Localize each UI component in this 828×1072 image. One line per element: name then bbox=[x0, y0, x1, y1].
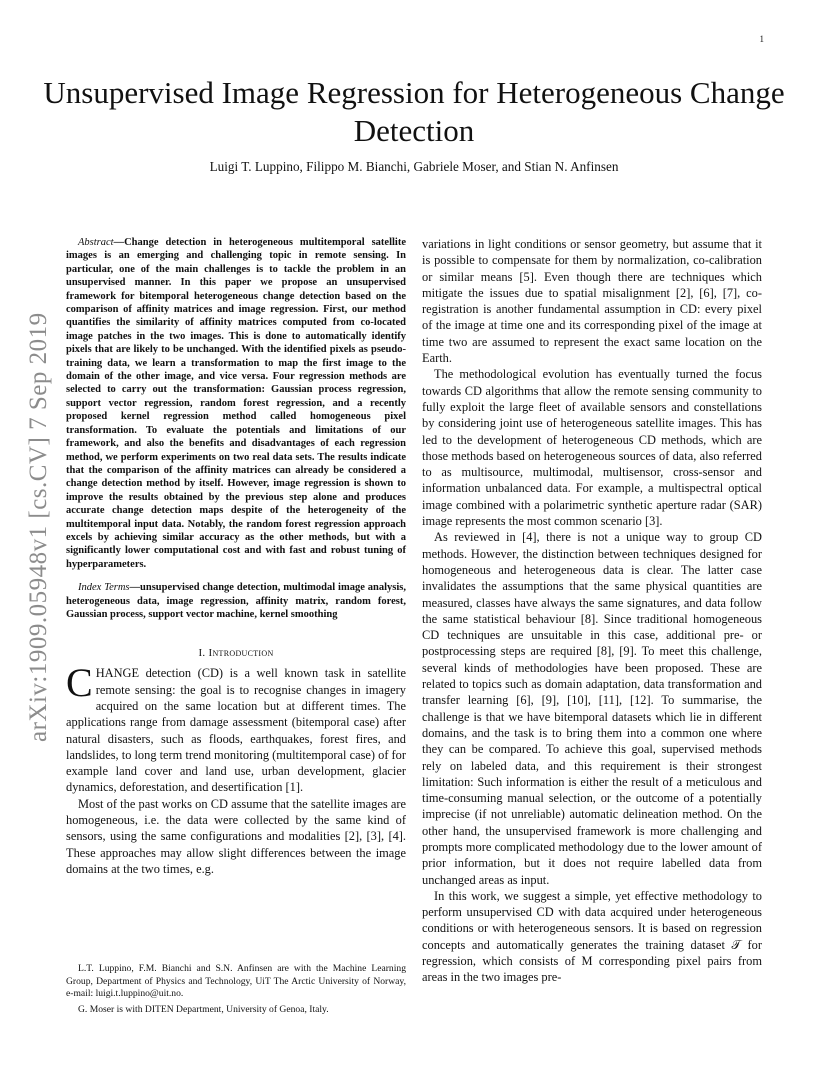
index-terms bbox=[66, 581, 406, 621]
index-terms-lead: Index Terms bbox=[78, 582, 130, 594]
footnotes bbox=[66, 963, 406, 1016]
intro-paragraph-2: Most of the past works on CD assume that the satellite images are homogeneous, i.e. the data were collected by the same kind of sensors, using the same configurations and modalities [2], [3], [4]. These approaches may allow slight differences between the image domains at the two times, e.g. bbox=[66, 796, 406, 876]
abstract-lead: Abstract bbox=[78, 237, 114, 248]
abstract-text: —Change detection in heterogeneous multitemporal satellite images is an emerging and challenging topic in remote sensing. In particular, one of the main challenges is to tackle the problem in an unsupervised manner. In this paper we propose an unsupervised framework for bitemporal heterogeneous change detection based on the comparison of affinity matrices and image regression. First, our method quantifies the similarity of affinity matrices computed from co-located image patches in the two images. This is done to automatically identify pixels that are likely to be unchanged. With the identified pixels as pseudo-training data, we learn a transformation to map the first image to the domain of the other image, and vice versa. Four regression methods are selected to carry out the transformation: Gaussian process regression, support vector regression, random forest regression, and a recently proposed kernel regression method called homogeneous pixel transformation. To evaluate the potentials and limitations of our framework, and also the benefits and disadvantages of each regression method, we perform experiments on two real data sets. The results indicate that the comparison of the affinity matrices can already be considered a change detection method by itself. However, image regression is shown to improve the results obtained by the previous step alone and produces accurate change detection maps despite of the heterogeneity of the multitemporal input data. Notably, the random forest regression approach excels by achieving similar accuracy as the other methods, but with a significantly lower computational cost and with fast and robust tuning of hyperparameters. bbox=[66, 237, 406, 570]
section-heading bbox=[66, 647, 406, 659]
right-column bbox=[422, 236, 762, 986]
index-terms-text: —unsupervised change detection, multimodal image analysis, heterogeneous data, image regression, affinity matrix, random forest, Gaussian process, support vector machine, kernel smoothing bbox=[66, 582, 407, 620]
right-paragraph-4: In this work, we suggest a simple, yet effective methodology to perform unsupervised CD with data acquired under heterogeneous conditions or with heterogeneous sensors. It is based on regression concepts and automatically generates the training dataset 𝒯 for regression, which consists of M corresponding pixel pairs from areas in the two images pre- bbox=[422, 888, 762, 985]
right-paragraph-1: variations in light conditions or sensor geometry, but assume that it is possible to compensate for them by normalization, co-calibration or similar means [5]. Even though there are techniques which mitigate the issues due to spatial misalignment [2], [6], [7], co-registration is another fundamental assumption in CD: every pixel of the image at time one and its corresponding pixel of the image at time two are assumed to represent the exact same location on the Earth. bbox=[422, 237, 762, 366]
right-paragraph-2: The methodological evolution has eventually turned the focus towards CD algorithms that allow the remote sensing community to fully exploit the large fleet of available sensors and constellations by considering joint use of heterogeneous satellite images. This has led to the development of heterogeneous CD methods, which are those methods based on heterogeneous sources of data, also referred to as multisource, multimodal, multisensor, cross-sensor and information unbalanced data. For example, a multispectral optical image combined with a polarimetric synthetic aperture radar (SAR) image represents the most common scenario [3]. bbox=[422, 367, 762, 529]
section-number: I. bbox=[198, 647, 206, 660]
section-title: Introduction bbox=[208, 647, 274, 660]
abstract bbox=[66, 236, 406, 571]
intro-paragraph-1-text: HANGE detection (CD) is a well known task in satellite remote sensing: the goal is to recognise changes in imagery acquired on the same location but at different times. The applications range from damage assessment (bitemporal case) after natural disasters, such as floods, earthquakes, forest fires, and landslides, to long term trend monitoring (multitemporal case) of for example land cover and land use, urban development, glacier dynamics, deforestation, and desertification [1]. bbox=[66, 666, 406, 795]
arxiv-stamp: arXiv:1909.05948v1 [cs.CV] 7 Sep 2019 bbox=[25, 312, 52, 742]
footnote-affiliation-1: L.T. Luppino, F.M. Bianchi and S.N. Anfinsen are with the Machine Learning Group, Department of Physics and Technology, UiT The Arctic University of Norway, e-mail: luigi.t.luppino@uit.no. bbox=[66, 963, 406, 999]
author-list: Luigi T. Luppino, Filippo M. Bianchi, Gabriele Moser, and Stian N. Anfinsen bbox=[209, 159, 619, 174]
right-paragraph-3: As reviewed in [4], there is not a unique way to group CD methods. However, the distinction between techniques designed for homogeneous and heterogeneous data is clear. The latter case invalidates the assumptions that the same physical quantities are measured, classes have always the same signatures, and data follow the same statistical behaviour [8]. Since traditional homogeneous CD techniques are unsuitable in this case, additional pre- or postprocessing steps are required [8], [9]. To meet this challenge, several kinds of methodologies have been proposed. These are related to topics such as domain adaptation, data transformation and transfer learning [6], [9], [10], [11], [12]. To summarise, the challenge is that we have bitemporal datasets which lie in different domains, and the task is to bring them into a common one where they can be compared. To achieve this goal, supervised methods rely on labeled data, and this requirement is their strongest limitation: Such information is either the result of a meticulous and time-consuming manual selection, or the outcome of a potentially imprecise (if not unreliable) automatic delineation method. On the other hand, the unsupervised framework is more challenging and prompts more complicated methodology due to the lower amount of prior information, but it does not require labelled data from unchanged areas as input. bbox=[422, 530, 762, 887]
paper-title: Unsupervised Image Regression for Heterogeneous Change Detection bbox=[43, 75, 785, 148]
footnote-affiliation-2: G. Moser is with DITEN Department, University of Genoa, Italy. bbox=[78, 1003, 329, 1015]
drop-cap: C bbox=[66, 660, 93, 706]
page-number: 1 bbox=[759, 34, 764, 44]
left-column bbox=[66, 236, 406, 877]
intro-paragraph-1 bbox=[66, 660, 406, 795]
